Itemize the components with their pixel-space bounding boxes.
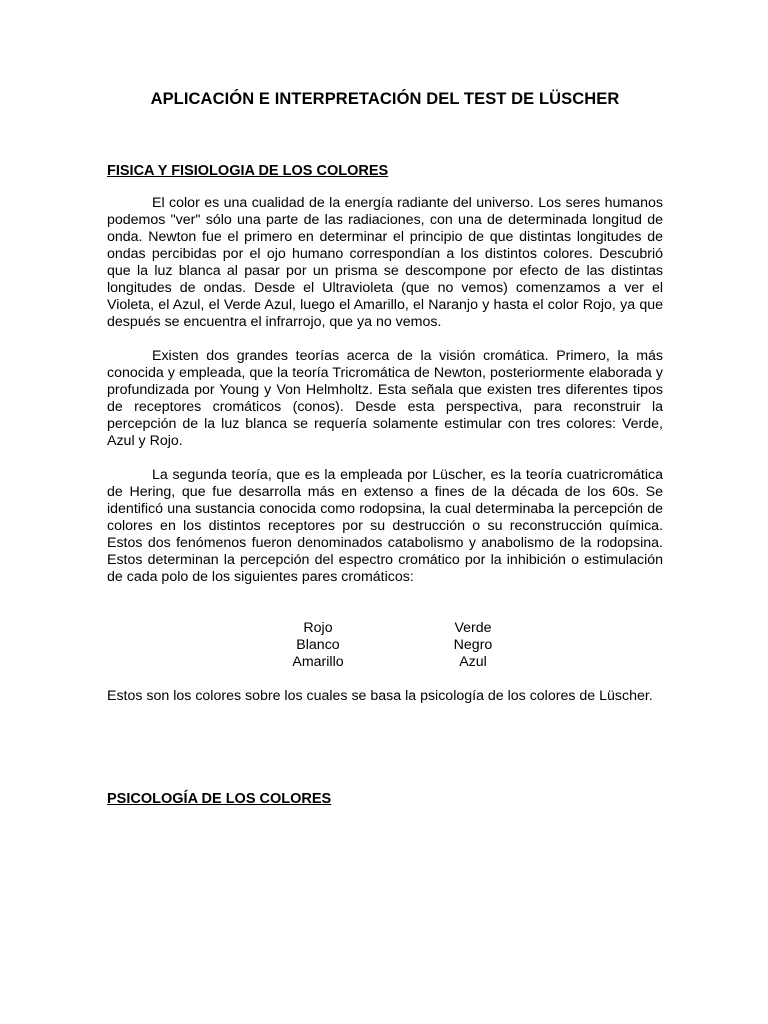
section-heading-fisica: FISICA Y FISIOLOGIA DE LOS COLORES xyxy=(107,163,389,179)
color-pair-row xyxy=(107,620,663,637)
color-pair-left: Blanco xyxy=(296,637,340,653)
color-pair-right: Azul xyxy=(459,654,487,670)
color-pair-row xyxy=(107,654,663,671)
color-pair-row xyxy=(107,637,663,654)
color-pairs-list xyxy=(107,620,663,671)
document-title: APLICACIÓN E INTERPRETACIÓN DEL TEST DE LÜSCHER xyxy=(150,90,620,108)
section-heading-psicologia: PSICOLOGÍA DE LOS COLORES xyxy=(107,791,332,807)
color-pair-left: Amarillo xyxy=(292,654,344,670)
paragraph-2: Existen dos grandes teorías acerca de la visión cromática. Primero, la más conocida y empleada, que la teoría Tricromática de Newton, posteriormente elaborada y profundizada por Young y Von Helmholtz. Esta señala que existen tres diferentes tipos de receptores cromáticos (conos). Desde esta perspectiva, para reconstruir la percepción de la luz blanca se requería solamente estimular con tres colores: Verde, Azul y Rojo. xyxy=(107,348,663,449)
paragraph-1: El color es una cualidad de la energía radiante del universo. Los seres humanos podemos "ver" sólo una parte de las radiaciones, con una de determinada longitud de onda. Newton fue el primero en determinar el principio de que distintas longitudes de ondas percibidas por el ojo humano correspondían a los distintos colores. Descubrió que la luz blanca al pasar por un prisma se descompone por efecto de las distintas longitudes de ondas. Desde el Ultravioleta (que no vemos) comenzamos a ver el Violeta, el Azul, el Verde Azul, luego el Amarillo, el Naranjo y hasta el color Rojo, ya que después se encuentra el infrarrojo, que ya no vemos. xyxy=(107,195,663,330)
color-pair-left: Rojo xyxy=(303,620,333,636)
color-pair-right: Verde xyxy=(454,620,492,636)
closing-paragraph: Estos son los colores sobre los cuales se basa la psicología de los colores de Lüscher. xyxy=(107,688,653,704)
paragraph-3: La segunda teoría, que es la empleada por Lüscher, es la teoría cuatricromática de Hering, que fue desarrolla más en extenso a fines de la década de los 60s. Se identificó una sustancia conocida como rodopsina, la cual determinaba la percepción de colores en los distintos receptores por su destrucción o su reconstrucción química. Estos dos fenómenos fueron denominados catabolismo y anabolismo de la rodopsina. Estos determinan la percepción del espectro cromático por la inhibición o estimulación de cada polo de los siguientes pares cromáticos: xyxy=(107,467,663,585)
color-pair-right: Negro xyxy=(453,637,493,653)
